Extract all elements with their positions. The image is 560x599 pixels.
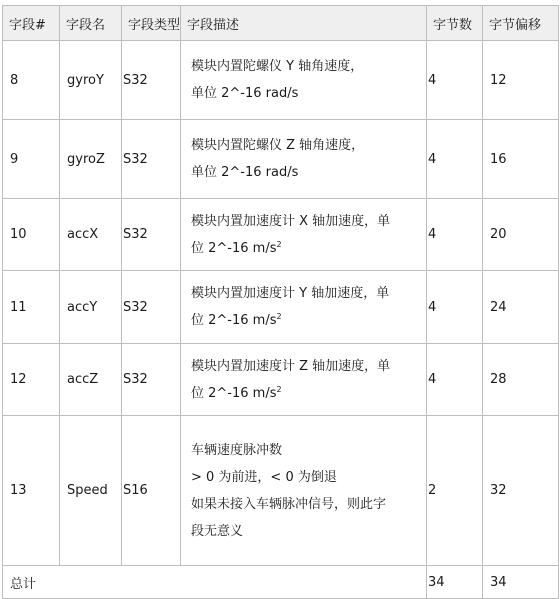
byte-offset: 12	[483, 41, 559, 120]
description-line	[191, 495, 426, 514]
field-description	[181, 199, 427, 271]
field-number: 10	[3, 199, 60, 271]
byte-count: 4	[427, 41, 483, 120]
field-type: S32	[122, 271, 181, 344]
table-row	[3, 416, 559, 566]
description-text: 模块内置加速度计 Y 轴加速度，单	[191, 286, 390, 301]
field-description	[181, 271, 427, 344]
field-number: 9	[3, 120, 60, 199]
field-name: gyroY	[60, 41, 122, 120]
description-line	[191, 522, 426, 541]
description-text: 位 2^-16 m/s	[191, 240, 277, 256]
byte-count: 4	[427, 271, 483, 344]
total-bytes: 34	[427, 566, 483, 599]
unit-exponent: 2	[276, 312, 282, 321]
table-row	[3, 199, 559, 271]
description-line	[191, 136, 426, 155]
header-field-name: 字段名	[60, 6, 122, 41]
field-type: S16	[122, 416, 181, 566]
description-text: > 0 为前进，< 0 为倒退	[191, 469, 337, 485]
description-text: 模块内置陀螺仪 Z 轴角速度，	[191, 138, 365, 153]
description-line	[191, 212, 426, 231]
description-line	[191, 384, 426, 403]
byte-count: 2	[427, 416, 483, 566]
description-text: 单位 2^-16 rad/s	[191, 165, 299, 180]
description-line	[191, 163, 426, 182]
table-row	[3, 271, 559, 344]
description-line	[191, 284, 426, 303]
table-header-row	[3, 6, 559, 41]
byte-offset: 24	[483, 271, 559, 344]
description-line	[191, 57, 426, 76]
field-number: 13	[3, 416, 60, 566]
description-text: 段无意义	[191, 523, 244, 539]
byte-count: 4	[427, 120, 483, 199]
description-text: 模块内置加速度计 X 轴加速度，单	[191, 213, 391, 229]
byte-count: 4	[427, 199, 483, 271]
field-number: 8	[3, 41, 60, 120]
description-line	[191, 357, 426, 376]
description-text: 模块内置加速度计 Z 轴加速度，单	[191, 358, 391, 374]
description-line	[191, 468, 426, 487]
field-description	[181, 416, 427, 566]
byte-offset: 16	[483, 120, 559, 199]
header-byte-offset: 字节偏移	[483, 6, 559, 41]
field-number: 11	[3, 271, 60, 344]
description-line	[191, 441, 426, 460]
field-description	[181, 41, 427, 120]
total-label: 总计	[3, 566, 427, 599]
description-line	[191, 239, 426, 258]
description-text: 单位 2^-16 rad/s	[191, 86, 299, 101]
byte-offset: 20	[483, 199, 559, 271]
description-text: 车辆速度脉冲数	[191, 442, 283, 458]
byte-offset: 28	[483, 344, 559, 416]
unit-exponent: 2	[276, 384, 282, 394]
field-type: S32	[122, 120, 181, 199]
byte-count: 4	[427, 344, 483, 416]
field-name: accY	[60, 271, 122, 344]
description-line	[191, 311, 426, 330]
unit-exponent: 2	[276, 239, 282, 249]
field-name: Speed	[60, 416, 122, 566]
description-text: 位 2^-16 m/s	[191, 385, 277, 401]
field-description	[181, 120, 427, 199]
header-byte-count: 字节数	[427, 6, 483, 41]
field-type: S32	[122, 199, 181, 271]
field-type: S32	[122, 41, 181, 120]
total-offset: 34	[483, 566, 559, 599]
field-name: gyroZ	[60, 120, 122, 199]
table-row	[3, 120, 559, 199]
field-name: accZ	[60, 344, 122, 416]
field-type: S32	[122, 344, 181, 416]
total-row	[3, 566, 559, 599]
header-field-number: 字段#	[3, 6, 60, 41]
description-text: 如果未接入车辆脉冲信号，则此字	[191, 496, 387, 512]
table-row	[3, 41, 559, 120]
field-name: accX	[60, 199, 122, 271]
header-field-type: 字段类型	[122, 6, 181, 41]
description-text: 模块内置陀螺仪 Y 轴角速度，	[191, 59, 364, 74]
byte-offset: 32	[483, 416, 559, 566]
table-row	[3, 344, 559, 416]
header-field-description: 字段描述	[181, 6, 427, 41]
table-body	[3, 41, 559, 566]
description-text: 位 2^-16 m/s	[191, 313, 277, 328]
description-line	[191, 84, 426, 103]
field-description	[181, 344, 427, 416]
field-number: 12	[3, 344, 60, 416]
field-table	[2, 5, 559, 599]
